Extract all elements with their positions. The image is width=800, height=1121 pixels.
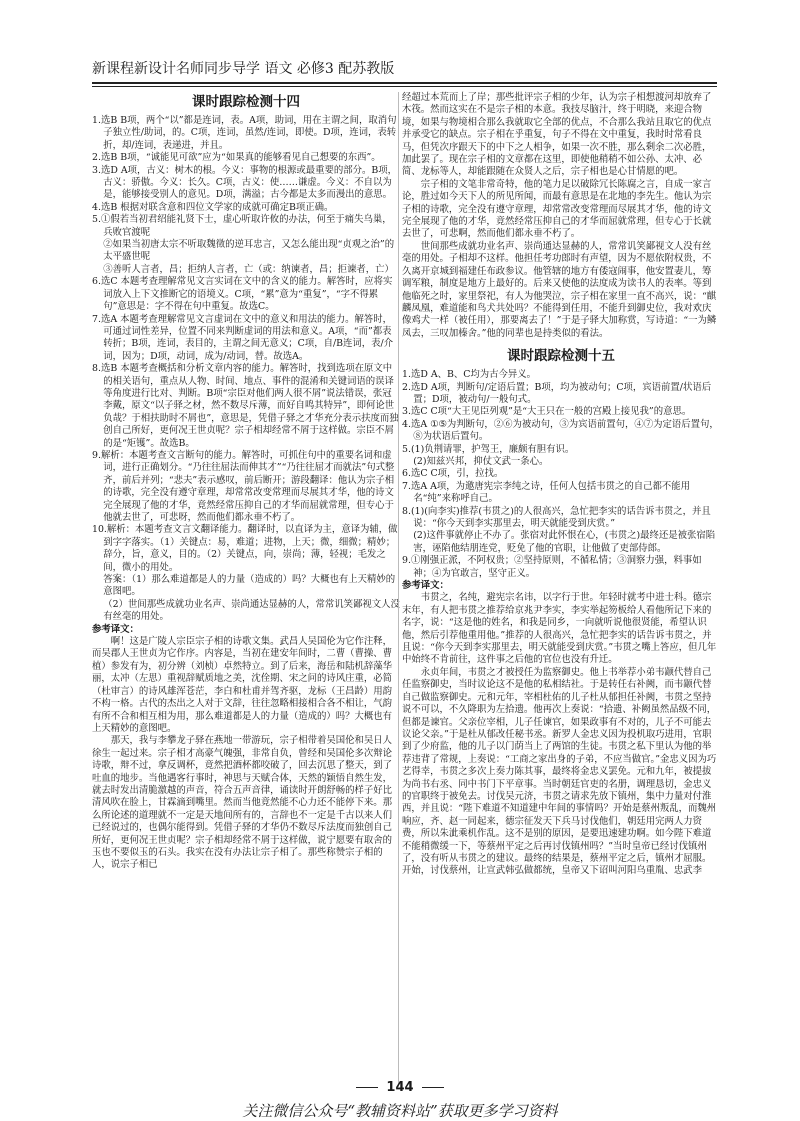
answer-item: ③善听人言者，昌；拒纳人言者，亡（或：纳谏者，昌；拒谏者，亡）: [103, 263, 394, 275]
answer-item: 5.①假若当初君绍能礼贤下士，虚心听取许攸的办法，何至于痛失乌巢，兵败官渡呢: [92, 214, 392, 238]
answer-item: 3.选D A项，古义：树木的根。今义：事物的根源或最重要的部分。B项，古义：骄傲。今义：长久。C项，古义：使……谦虚。今义：不自以为是，能够接受别人的意见。D项，满溢；古今都是太多而漫出的意思。: [92, 164, 397, 201]
answer-item: 3.选C C项“大王见臣列观”是“大王只在一般的宫殿上接见我”的意思。: [402, 406, 692, 418]
answer-item: 5.(1)负荆请罪，护驾王，廉颇有胆有识。: [402, 443, 575, 455]
answer-item: 9.解析：本题考查文言断句的能力。解答时，可抓住句中的重要名词和虚词，进行正确划分。“乃往往屈法而伸其才”“乃往往屈才而就法”句式整齐，前后并列；“悲夫”表示感叹，前后断开；游段翻译：他认为宗子相的诗歌，完全没有遵守章理，却常常改变常理而尽展其才华，他的诗文完全展现了他的才华，竟然经常压抑自己的才华而屈就常理，但专心于他就去世了，可悲呀，然而他们都永垂不朽了。: [92, 449, 395, 523]
answer-item: 1.选B B项，两个“以”都是连词，表。A项，助词，用在主谓之间，取消句子独立性/助词，的。C项，连词，虽然/连词，即使。D项，连词，表转折，却/连词，表递进，并且。: [92, 115, 397, 151]
answer-item: 8.选B 本题考查概括和分析文章内容的能力。解答时，找到选项在原文中的相关语句，重点从人物、时间、地点、事件的混淆和关键词语的误译等角度进行比对、判断。B项“宗臣对他们两人很不屑”说法错误，张冠李戴，原文“以子驿之材，然不数尽斥薄，而好自鸣其特异”，即何论世负哉？于相扶助时不屑也”，意思是，凭借子驿之才华充分表示扶度而独创自己所好，更何况王世贞呢？宗子相却经常不屑于这样做。宗臣不屑的是“矩镬”。故选B。: [92, 363, 399, 449]
translation-paragraph: 经超过本荒而上了岸；那些批评宗子相的少年，认为宗子相想渡河却放弃了木筏。然而这实在不是宗子相的本意。我技尽脑汁，终于明晓，来迎合物境，如果与物境相合那么我就取它全部的优点，不合那么我站且取它的优点并承受它的缺点。宗子相在乎重复，句子不得在文中重复，我时时常看良马，但凭次序跟天下的中下之人相争，如果一次不胜，那么剩余二次必胜，加此罢了。现在宗子相的文章都在这里，即使他稍稍不如公孙、太冲、必简、龙标等人，却能跟随在众贤人之后，宗子相也是心甘情愿的吧。: [402, 92, 712, 178]
translation-paragraph: 那天，我与李攀龙子驿在燕地一带游玩，宗子相带着吴国伦和吴日人徐生一起过来。宗子相才高豪气魄强，非常自负，曾经和吴国伦多次辩论诗歌，辩不过，拿反调杯，竟然把酒杯都咬破了，回去沉思了整天，到了吐血的地步。当他遇客行事时，神思与天赋合体，天然的颖悟自然生发，就去时发出清脆激越的声音，符合五声音律，诵读时开朗舒畅的样子好比清风吹在脸上，甘霖滴到嘴里。然而当他竟然能不心力还不能停下来。那么所论述的道理就不一定是天地间所有的，言辞也不一定是千古以来人们已经说过的，也偶尔能得到。凭借子驿的才华仍不数尽斥法度而独创自己所好，更何况王世贞呢？宗子相却经常不屑于这样做，说宁愿要有取舍的玉也不要似玉的石头。我实在没有办法让宗子相了。那些称赞宗子相的人，说宗子相已: [92, 735, 393, 871]
right-column: [402, 92, 720, 878]
answer-item: 2.选B B项，“诚能见可欲”应为“如果真的能够看见自己想要的东西”。: [92, 152, 381, 164]
translation-paragraph: 啊！这是广陵人宗臣宗子相的诗歌文集。武昌人吴国伦为它作注释，而吴郡人王世贞为它作序。内容是，当初在建安年间时，二曹（曹操、曹植）参发有为，初分辨（刘桢）卓然特立。到了后来，海岳和陆机辞藻华丽，太冲（左思）重视辞赋质地之美，沈佺期、宋之问的诗风庄重，必简（杜审言）的诗风雄浑苍茫，李白和杜甫并驾齐驱，龙标（王昌龄）用韵不构一格。古代的杰出之人对于文辞，往往忽略相接相合各不相让，气韵有所不合和相互相为用，那么难道都是人的力量（造成的）吗？大概也有上天精妙的意图吧。: [92, 636, 393, 734]
page-number: [0, 1080, 800, 1095]
answer-item: (2)这件事就停止不办了。张宿对此怀恨在心，(韦贯之)最终还是被张宿陷害，诬陷他结朋连党，贬免了他的官职，让他做了吏部侍郎。: [413, 530, 716, 554]
answer-item: 4.选B 根据对联含意和四位文学家的成就可确定B项正确。: [92, 201, 334, 213]
translation-paragraph: 世间那些成就功业名声、崇尚通达显赫的人，常常讥笑鄙视文人没有丝毫的用处。子相却不这样。他担任考功郎时有声望，因为不愿依附权贵，不久离开京城到福建任布政参议。他管辖的地方有倭寇闹事，他安置妻儿，筹调军粮，制度是地方上最好的。后来又使他的法度成为读书人的表率。等到他临死之时，家里祭祀，有人为他哭泣，宗子相在家里一直不高兴，说：“麒麟凤凰，难道能和鸟犬共处吗？不能得到任用，不能升到御史位，我对欢庆像鸡犬一样（被任用），那要离去了！”于是子驿大加称赏，写诗道：“一为鳞凤去，三叹加榛舍。”他的同辈也是持类似的看法。: [402, 240, 717, 339]
reference-translation-label: 参考译文：: [92, 623, 139, 635]
answer-item: 4.选A ①⑤为判断句，②⑥为被动句，③为宾语前置句，④⑦为定语后置句，⑧为状语后置句。: [402, 418, 719, 443]
page-number-dash-left: [356, 1087, 378, 1088]
footer-promo: [0, 1100, 800, 1121]
answer-item: 9.①刚强正派，不阿权贵；②坚持原则，不循私情；③洞察力强，料事如神；④为官敢言，坚守正义。: [402, 555, 702, 579]
reference-translation-label: 参考译文：: [402, 580, 449, 592]
header-text: 新课程新设计名师同步导学 语文 必修3 配苏教版: [92, 61, 395, 77]
answer-text: （2）世间那些成就功业名声、崇尚通达显赫的人，常常讥笑鄙视文人没有丝毫的用处。: [103, 598, 400, 623]
answer-item: 7.选A A项，为邀唐宪宗李纯之诗，任何人包括韦贯之的自己都不能用名“纯”来称呼自己。: [402, 480, 690, 505]
answer-item: 6.选C C项，引，拉找。: [402, 468, 504, 480]
running-header: [92, 58, 717, 84]
answer-item: 6.选C 本题考查理解常见文言实词在文中的含义的能力。解答时，应将实词放入上下文推断它的语境义。C项，“累”意为“重复”，“字不得累句”意思是：字不得在句中重复。故选C。: [92, 276, 393, 313]
answer-item: 2.选D A项，判断句/定语后置；B项，均为被动句；C项，宾语前置/状语后置；D项，被动句/一般句式。: [402, 381, 712, 405]
answer-item: ②如果当初唐太宗不听取魏徵的逆耳忠言，又怎么能出现“贞观之治”的太平盛世呢: [103, 239, 395, 263]
answer-item: 10.解析：本题考查文言文翻译能力。翻译时，以直译为主，意译为辅，做到字字落实。（1）关键点：易，难道；进物，上天；微，细微；精妙；辞分，旨，意义，目的。（2）关键点，向，崇尚；薄，轻视；毛发之间，微小的用处。: [92, 524, 398, 573]
answer-item: 7.选A 本题考查理解常见文言虚词在文中的意义和用法的能力。解答时，可通过词性差异，位置不同来判断虚词的用法和意义。A项，“而”都表转折；B项，连词，表目的，主谓之间无意义；C项，自/B连词，表/介词，因为；D项，动词，成为/动词，替。故选A。: [92, 313, 394, 362]
section-title-15: 课时跟踪检测十五: [507, 348, 615, 365]
page-number-dash-right: [422, 1087, 444, 1088]
footer-promo-text: 关注微信公众号“教辅资料站”获取更多学习资料: [242, 1102, 558, 1120]
answer-item: 8.(1)(向李实)推荐(韦贯之)的人很高兴，急忙把李实的话告诉韦贯之，并且说：“你今天到李实那里去，明天就能受到庆赏。”: [402, 505, 711, 529]
translation-paragraph: 韦贯之，名纯，避宪宗名讳，以字行于世。年轻时就考中进士科。德宗末年，有人把韦贯之推荐给京兆尹李实，李实举起笏板给人看他所记下来的名字，说：“这是他的姓名，和我是同乡，一向就听说他很贤能，希望认识他，然后引荐他重用他。”推荐的人很高兴，急忙把李实的话告诉韦贯之，并且说：“你今天到李实那里去，明天就能受到庆赏。”韦贯之嘴上答应，但几年中始终不肯前往，这件事之后他的官位也没有升迁。: [402, 592, 717, 666]
left-column: [92, 92, 400, 872]
answer-item: 1.选D A、B、C均为古今异义。: [402, 369, 537, 381]
answer-item: (2)知兹兴邦，抑仗文武一条心。: [413, 455, 549, 467]
column-divider: [398, 92, 399, 1087]
page-number-text: 144: [386, 1080, 414, 1095]
answer-text: 答案：（1）那么难道都是人的力量（造成的）吗？大概也有上天精妙的意图吧。: [103, 574, 396, 598]
translation-paragraph: 宗子相的文笔非常奇特，他的笔力足以破除冗长陈腐之言，自成一家言论，胜过如今天下人的所见所闻，而最有意思是在北地的李先生。他认为宗子相的诗歌，完全没有遵守章理，却常常改变常理而尽展其才华，他的诗文完全展现了他的才华，竟然经常压抑自己的才华而屈就常理，但专心于长就去世了，可悲啊，然而他们都永垂不朽了。: [402, 178, 712, 240]
translation-paragraph: 永贞年间，韦贯之才被授任为监察御史。他上书举荐小弟韦颛代替自己任监察御史，当时议论这不是他的私相结社。于是转任右补阙，而韦颛代替自己做监察御史。元和元年，宰相杜佑的儿子杜从郁担任补阙，韦贯之坚持说不可以，不久降职为左拾遗。他再次上奏说：“拾遗、补阙虽然品级不同，但都是谏官。父亲位宰相，儿子任谏官，如果政事有不对的，儿子不可能去议论父亲。”于是杜从郁改任秘书丞。新罗人金忠义因为投机取巧进用，官职到了少府监，他的儿子以门荫当上了两馆的生徒。韦贯之私下里认为他的举荐违背了常规，上奏说：“工商之家出身的子弟，不应当做官。”金忠义因为巧艺得幸，韦贯之多次上奏力陈其事，最终将金忠义罢免。元和九年，被提拔为尚书右丞、同中书门下平章事。当时朝廷官吏的名册，调理恳切，金忠义的官职终于被免去。讨伐吴元济，韦贯之请求先放下镇州，集中力量对付淮西，并且说：“陛下难道不知道建中年间的事情吗？开始是蔡州叛乱，而魏州响应，齐、赵一同起来，德宗征发天下兵马讨伐他们，朝廷用完两人力资费，所以朱泚乘机作乱。这不是别的原因，是要迅速建功啊。如今陛下难道不能稍微缓一下，等蔡州平定之后再讨伐镇州吗？”当时皇帝已经讨伐镇州了，没有听从韦贯之的建议。最终的结果是，蔡州平定之后，镇州才屈服。开始，讨伐蔡州，让宣武韩弘做都统，皇帝又下诏叫河阳乌重胤、忠武李: [402, 666, 717, 877]
section-title-14: 课时跟踪检测十四: [192, 94, 300, 110]
